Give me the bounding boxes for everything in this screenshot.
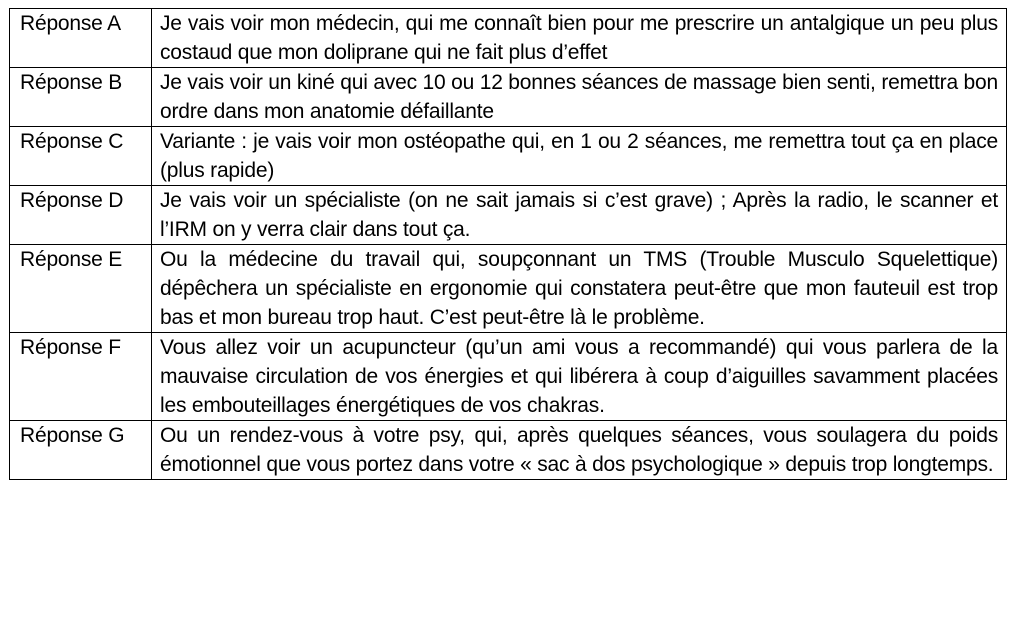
table-row — [10, 186, 1007, 245]
table-row — [10, 421, 1007, 480]
response-text: Je vais voir mon médecin, qui me connaît bien pour me prescrire un antalgique un peu plus costaud que mon doliprane qui ne fait plus d’effet — [152, 9, 1007, 68]
response-text: Ou la médecine du travail qui, soupçonnant un TMS (Trouble Musculo Squelettique) dépêchera un spécialiste en ergonomie qui constatera peut-être que mon fauteuil est trop bas et mon bureau trop haut. C’est peut-être là le problème. — [152, 245, 1007, 333]
table-row — [10, 127, 1007, 186]
response-label: Réponse A — [10, 9, 152, 68]
response-text: Variante : je vais voir mon ostéopathe qui, en 1 ou 2 séances, me remettra tout ça en place (plus rapide) — [152, 127, 1007, 186]
response-label: Réponse E — [10, 245, 152, 333]
response-text: Vous allez voir un acupuncteur (qu’un ami vous a recommandé) qui vous parlera de la mauvaise circulation de vos énergies et qui libérera à coup d’aiguilles savamment placées les embouteillages énergétiques de vos chakras. — [152, 333, 1007, 421]
table-row — [10, 333, 1007, 421]
table-row — [10, 9, 1007, 68]
table-row — [10, 68, 1007, 127]
response-label: Réponse B — [10, 68, 152, 127]
response-label: Réponse D — [10, 186, 152, 245]
response-label: Réponse C — [10, 127, 152, 186]
responses-table — [9, 8, 1007, 480]
response-text: Je vais voir un spécialiste (on ne sait jamais si c’est grave) ; Après la radio, le scanner et l’IRM on y verra clair dans tout ça. — [152, 186, 1007, 245]
table-row — [10, 245, 1007, 333]
response-label: Réponse G — [10, 421, 152, 480]
response-text: Ou un rendez-vous à votre psy, qui, après quelques séances, vous soulagera du poids émotionnel que vous portez dans votre « sac à dos psychologique » depuis trop longtemps. — [152, 421, 1007, 480]
response-label: Réponse F — [10, 333, 152, 421]
response-text: Je vais voir un kiné qui avec 10 ou 12 bonnes séances de massage bien senti, remettra bon ordre dans mon anatomie défaillante — [152, 68, 1007, 127]
